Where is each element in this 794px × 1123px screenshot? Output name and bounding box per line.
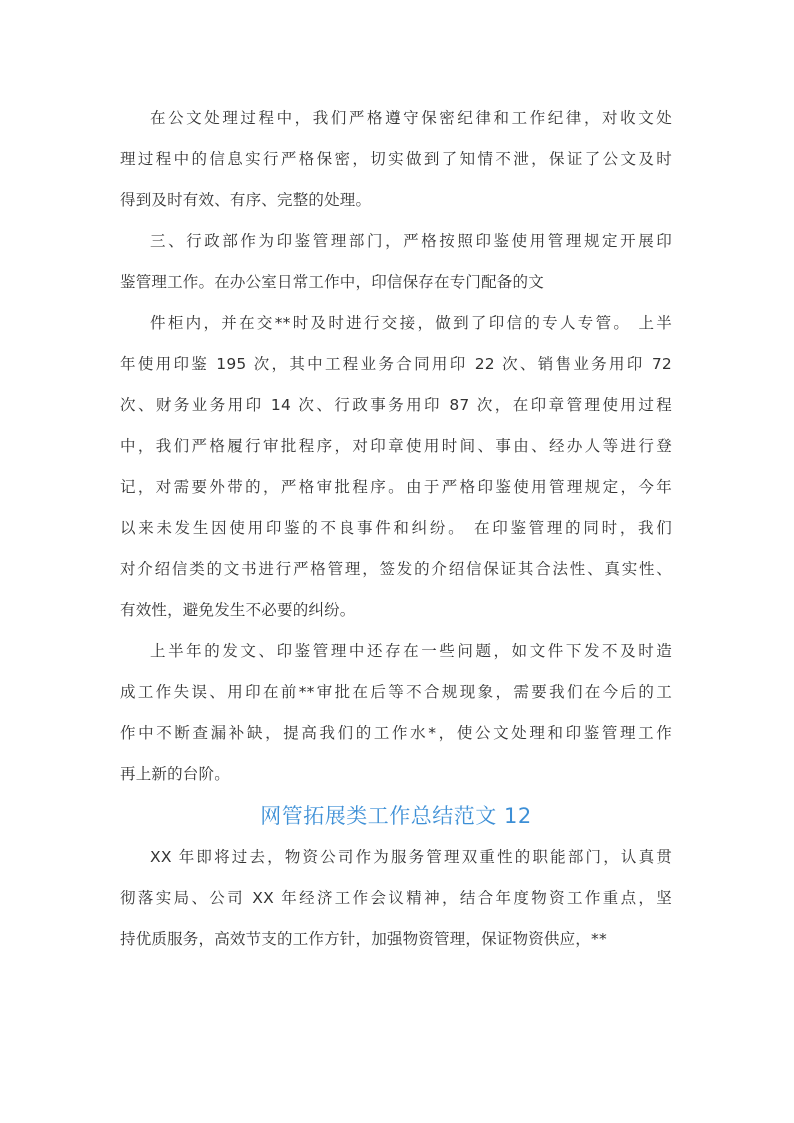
section-heading: 网管拓展类工作总结范文 12 [260,804,532,828]
document-page [120,98,672,960]
text-line: 记，对需要外带的，严格审批程序。由于严格印鉴使用管理规定，今年 [120,478,672,496]
text-line: 再上新的台阶。 [120,765,230,783]
body-text-top [120,98,672,795]
top-paragraph [120,631,672,795]
top-paragraph [120,221,672,303]
text-line: XX 年即将过去，物资公司作为服务管理双重性的职能部门，认真贯 [150,848,672,866]
text-line: 有效性，避免发生不必要的纠纷。 [120,601,356,619]
text-line: 三、行政部作为印鉴管理部门，严格按照印鉴使用管理规定开展印 [150,232,672,250]
body-text-bottom [120,837,672,960]
text-line: 持优质服务，高效节支的工作方针，加强物资管理，保证物资供应，** [120,930,607,948]
top-paragraph [120,303,672,631]
text-line: 作中不断查漏补缺，提高我们的工作水*，使公文处理和印鉴管理工作 [120,724,672,742]
text-line: 鉴管理工作。在办公室日常工作中，印信保存在专门配备的文 [120,273,544,291]
top-paragraph [120,98,672,221]
text-line: 对介绍信类的文书进行严格管理，签发的介绍信保证其合法性、真实性、 [120,560,672,578]
text-line: 在公文处理过程中，我们严格遵守保密纪律和工作纪律，对收文处 [150,109,672,127]
text-line: 次、财务业务用印 14 次、行政事务用印 87 次，在印章管理使用过程 [120,396,672,414]
text-line: 上半年的发文、印鉴管理中还存在一些问题，如文件下发不及时造 [150,642,672,660]
text-line: 理过程中的信息实行严格保密，切实做到了知情不泄，保证了公文及时 [120,150,672,168]
text-line: 成工作失误、用印在前**审批在后等不合规现象，需要我们在今后的工 [120,683,672,701]
text-line: 中，我们严格履行审批程序，对印章使用时间、事由、经办人等进行登 [120,437,672,455]
text-line: 彻落实局、公司 XX 年经济工作会议精神，结合年度物资工作重点，坚 [120,889,672,907]
bottom-paragraph [120,837,672,960]
text-line: 以来未发生因使用印鉴的不良事件和纠纷。 在印鉴管理的同时，我们 [120,519,672,537]
text-line: 年使用印鉴 195 次，其中工程业务合同用印 22 次、销售业务用印 72 [120,355,672,373]
text-line: 得到及时有效、有序、完整的处理。 [120,191,372,209]
text-line: 件柜内，并在交**时及时进行交接，做到了印信的专人专管。 上半 [150,314,672,332]
